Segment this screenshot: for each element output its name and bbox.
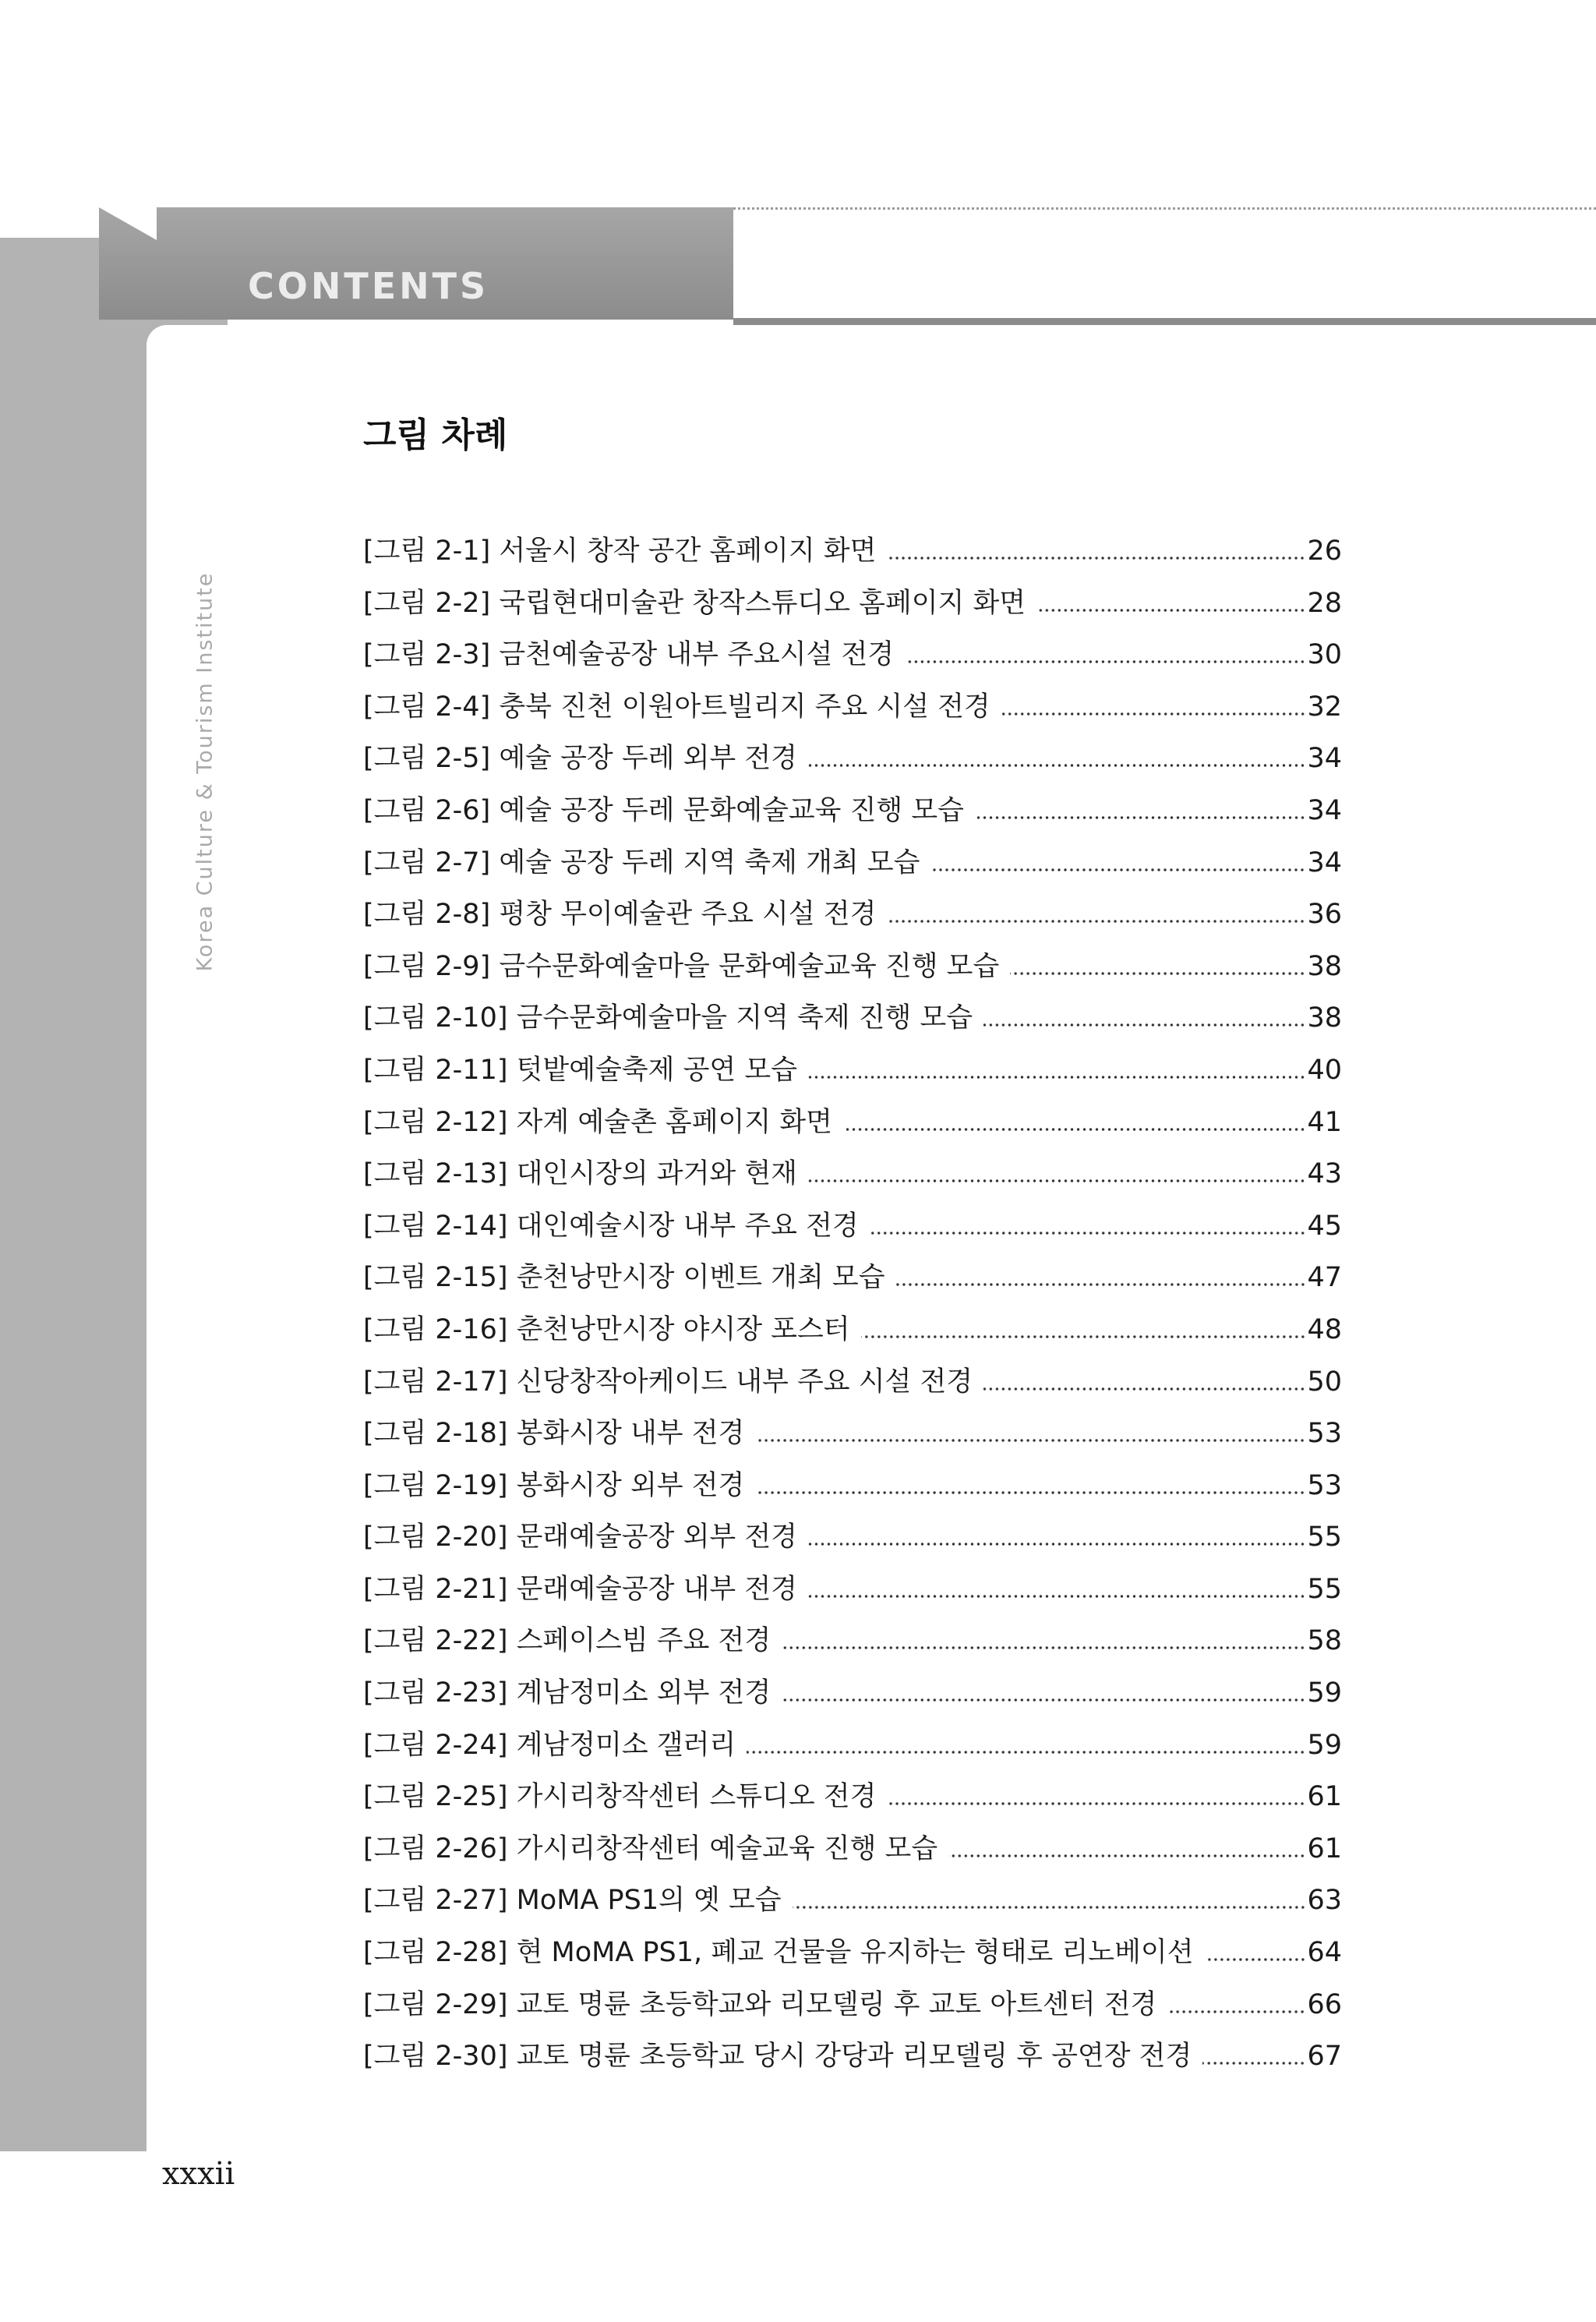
toc-entry-page: 59 (1307, 1677, 1342, 1709)
toc-dot-leader (843, 1128, 1306, 1131)
toc-dot-leader (1001, 712, 1306, 716)
toc-entry-page: 61 (1307, 1781, 1342, 1813)
toc-entry-label: [그림 2-11] 텃밭예술축제 공연 모습 (363, 1054, 797, 1086)
toc-dot-leader (1205, 1958, 1306, 1961)
toc-entry[interactable] (363, 1931, 1342, 1983)
toc-dot-leader (887, 1802, 1305, 1805)
header-dotted-rule (733, 207, 1596, 210)
toc-entry-page: 38 (1307, 1002, 1342, 1034)
toc-entry[interactable] (363, 996, 1342, 1048)
toc-dot-leader (755, 1491, 1305, 1494)
toc-entry-label: [그림 2-2] 국립현대미술관 창작스튜디오 홈페이지 화면 (363, 587, 1026, 619)
toc-entry[interactable] (363, 789, 1342, 841)
toc-entry-label: [그림 2-24] 계남정미소 갤러리 (363, 1729, 736, 1761)
toc-entry-page: 41 (1307, 1106, 1342, 1138)
toc-entry[interactable] (363, 1775, 1342, 1827)
toc-entry[interactable] (363, 1152, 1342, 1204)
toc-entry[interactable] (363, 1723, 1342, 1776)
toc-entry-page: 59 (1307, 1729, 1342, 1761)
toc-entry[interactable] (363, 1619, 1342, 1671)
toc-entry-label: [그림 2-19] 봉화시장 외부 전경 (363, 1469, 745, 1501)
toc-entry-page: 48 (1307, 1313, 1342, 1345)
toc-entry-page: 34 (1307, 743, 1342, 775)
page-number: xxxii (162, 2156, 235, 2192)
toc-entry-label: [그림 2-8] 평창 무이예술관 주요 시설 전경 (363, 899, 877, 931)
toc-dot-leader (887, 557, 1305, 560)
toc-entry[interactable] (363, 737, 1342, 789)
toc-dot-leader (887, 920, 1305, 923)
toc-entry-page: 66 (1307, 1988, 1342, 2020)
toc-entry-page: 67 (1307, 2041, 1342, 2073)
toc-entry[interactable] (363, 892, 1342, 945)
section-title: CONTENTS (248, 265, 489, 307)
toc-entry[interactable] (363, 1983, 1342, 2035)
toc-entry-label: [그림 2-5] 예술 공장 두레 외부 전경 (363, 743, 797, 775)
toc-entry-page: 58 (1307, 1625, 1342, 1657)
toc-entry-page: 53 (1307, 1469, 1342, 1501)
toc-dot-leader (1202, 2062, 1305, 2065)
header-tab-fold-corner (99, 207, 157, 240)
toc-dot-leader (808, 1076, 1305, 1079)
toc-entry-label: [그림 2-22] 스페이스빔 주요 전경 (363, 1625, 772, 1657)
toc-dot-leader (948, 1854, 1305, 1857)
toc-entry[interactable] (363, 633, 1342, 685)
toc-entry[interactable] (363, 2034, 1342, 2087)
toc-entry-page: 26 (1307, 535, 1342, 567)
toc-entry[interactable] (363, 1878, 1342, 1931)
toc-entry-page: 53 (1307, 1418, 1342, 1450)
figure-toc-list (363, 529, 1342, 2087)
toc-dot-leader (975, 816, 1306, 819)
toc-dot-leader (793, 1906, 1306, 1909)
toc-entry-page: 63 (1307, 1885, 1342, 1917)
toc-entry-page: 50 (1307, 1366, 1342, 1398)
toc-entry-label: [그림 2-20] 문래예술공장 외부 전경 (363, 1521, 797, 1553)
toc-entry-label: [그림 2-4] 충북 진천 이원아트빌리지 주요 시설 전경 (363, 691, 990, 723)
toc-entry-page: 28 (1307, 587, 1342, 619)
toc-entry-page: 55 (1307, 1573, 1342, 1605)
toc-entry[interactable] (363, 1412, 1342, 1464)
toc-dot-leader (808, 1595, 1305, 1598)
toc-dot-leader (861, 1335, 1306, 1338)
toc-dot-leader (905, 660, 1305, 663)
toc-entry-label: [그림 2-23] 계남정미소 외부 전경 (363, 1677, 772, 1709)
toc-entry-label: [그림 2-26] 가시리창작센터 예술교육 진행 모습 (363, 1833, 938, 1864)
toc-entry-page: 45 (1307, 1210, 1342, 1242)
toc-entry[interactable] (363, 1515, 1342, 1567)
toc-dot-leader (755, 1439, 1305, 1442)
toc-entry-label: [그림 2-9] 금수문화예술마을 문화예술교육 진행 모습 (363, 950, 1000, 982)
toc-entry[interactable] (363, 581, 1342, 634)
toc-entry-label: [그림 2-30] 교토 명륜 초등학교 당시 강당과 리모델링 후 공연장 전경 (363, 2041, 1192, 2073)
toc-entry-label: [그림 2-21] 문래예술공장 내부 전경 (363, 1573, 797, 1605)
toc-entry[interactable] (363, 1101, 1342, 1153)
toc-entry[interactable] (363, 1567, 1342, 1620)
toc-entry[interactable] (363, 1308, 1342, 1360)
toc-entry-label: [그림 2-7] 예술 공장 두레 지역 축제 개최 모습 (363, 846, 920, 878)
toc-dot-leader (808, 1543, 1305, 1546)
vertical-institute-caption: Korea Culture & Tourism Institute (192, 571, 217, 972)
toc-dot-leader (782, 1698, 1305, 1702)
toc-entry-label: [그림 2-18] 봉화시장 내부 전경 (363, 1418, 745, 1450)
toc-entry-page: 64 (1307, 1937, 1342, 1969)
toc-dot-leader (808, 764, 1306, 767)
toc-entry-label: [그림 2-3] 금천예술공장 내부 주요시설 전경 (363, 639, 895, 671)
toc-dot-leader (1010, 972, 1305, 975)
toc-entry-page: 30 (1307, 639, 1342, 671)
toc-entry-label: [그림 2-13] 대인시장의 과거와 현재 (363, 1158, 797, 1190)
toc-dot-leader (782, 1646, 1305, 1649)
toc-entry[interactable] (363, 1827, 1342, 1879)
toc-entry[interactable] (363, 529, 1342, 581)
toc-dot-leader (1167, 2010, 1305, 2013)
toc-dot-leader (870, 1232, 1306, 1235)
toc-entry-label: [그림 2-1] 서울시 창작 공간 홈페이지 화면 (363, 535, 877, 567)
toc-entry[interactable] (363, 1256, 1342, 1308)
toc-entry[interactable] (363, 1048, 1342, 1101)
toc-dot-leader (747, 1751, 1305, 1754)
toc-entry-label: [그림 2-29] 교토 명륜 초등학교와 리모델링 후 교토 아트센터 전경 (363, 1988, 1157, 2020)
toc-entry-label: [그림 2-25] 가시리창작센터 스튜디오 전경 (363, 1781, 877, 1813)
toc-entry-page: 32 (1307, 691, 1342, 723)
toc-entry-label: [그림 2-12] 자계 예술촌 홈페이지 화면 (363, 1106, 832, 1138)
header-rule (733, 318, 1596, 325)
toc-entry-label: [그림 2-10] 금수문화예술마을 지역 축제 진행 모습 (363, 1002, 973, 1034)
toc-entry-label: [그림 2-17] 신당창작아케이드 내부 주요 시설 전경 (363, 1366, 973, 1398)
toc-entry-page: 34 (1307, 846, 1342, 878)
toc-dot-leader (930, 868, 1305, 871)
toc-entry-label: [그림 2-15] 춘천낭만시장 이벤트 개최 모습 (363, 1262, 885, 1294)
toc-entry[interactable] (363, 1464, 1342, 1516)
toc-entry-page: 55 (1307, 1521, 1342, 1553)
toc-entry-label: [그림 2-16] 춘천낭만시장 야시장 포스터 (363, 1313, 850, 1345)
toc-entry[interactable] (363, 1204, 1342, 1256)
toc-entry-page: 38 (1307, 950, 1342, 982)
toc-entry[interactable] (363, 945, 1342, 997)
toc-entry-page: 34 (1307, 794, 1342, 826)
toc-entry-page: 61 (1307, 1833, 1342, 1864)
toc-entry-page: 43 (1307, 1158, 1342, 1190)
toc-dot-leader (808, 1179, 1305, 1182)
toc-entry-label: [그림 2-14] 대인예술시장 내부 주요 전경 (363, 1210, 859, 1242)
toc-dot-leader (896, 1283, 1306, 1286)
toc-entry-label: [그림 2-28] 현 MoMA PS1, 폐교 건물을 유지하는 형태로 리노베이션 (363, 1937, 1194, 1969)
toc-entry[interactable] (363, 841, 1342, 893)
toc-entry[interactable] (363, 1360, 1342, 1412)
toc-dot-leader (1036, 609, 1305, 612)
toc-entry[interactable] (363, 685, 1342, 737)
toc-dot-leader (983, 1023, 1305, 1027)
toc-heading: 그림 차례 (363, 415, 508, 455)
toc-entry-page: 36 (1307, 899, 1342, 931)
toc-entry-page: 47 (1307, 1262, 1342, 1294)
toc-dot-leader (983, 1387, 1305, 1391)
toc-entry[interactable] (363, 1671, 1342, 1723)
toc-entry-label: [그림 2-6] 예술 공장 두레 문화예술교육 진행 모습 (363, 794, 964, 826)
toc-entry-label: [그림 2-27] MoMA PS1의 옛 모습 (363, 1885, 782, 1917)
toc-entry-page: 40 (1307, 1054, 1342, 1086)
